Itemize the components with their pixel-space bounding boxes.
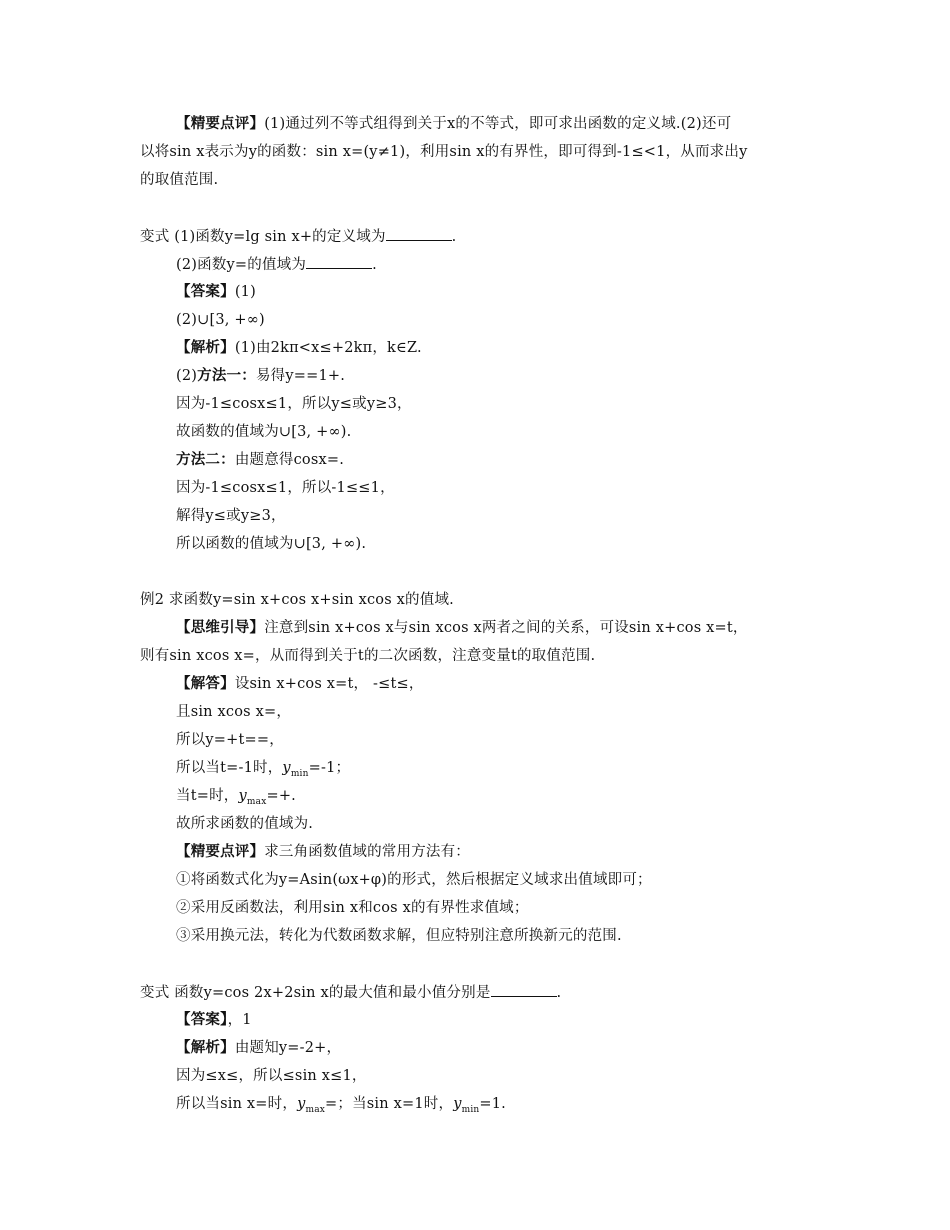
- answer-line-3: [176, 1010, 252, 1030]
- answer-line-2: (2)∪[3, +∞): [176, 312, 265, 328]
- section-heading: 【答案】: [176, 283, 235, 300]
- thinking-guide-line-1: [176, 618, 748, 638]
- method-list-item-2: ②采用反函数法，利用sin x和cos x的有界性求值域；: [176, 900, 529, 916]
- text: .: [556, 985, 562, 1001]
- text: (2)函数y=的值域为: [176, 257, 307, 273]
- section-heading: 【精要点评】: [176, 115, 265, 132]
- text: 当t=时，: [176, 788, 239, 804]
- section-heading: 【思维引导】: [176, 619, 265, 636]
- solution-line-extrema: 所以当sin x=时，$y_{max}=$；当sin x=1时，$y_{min}=1$.: [176, 1096, 506, 1115]
- solution-heading-line: [176, 674, 424, 694]
- answer-blank: [306, 254, 372, 269]
- text: =-1；: [308, 760, 351, 776]
- method-two-line: [176, 450, 344, 470]
- subscript: min: [461, 1104, 480, 1115]
- text: ，1: [227, 1012, 252, 1028]
- section-heading: 【答案】: [176, 1011, 228, 1028]
- text: 变式 函数y=cos 2x+2sin x的最大值和最小值分别是: [140, 985, 491, 1001]
- section-heading: 【精要点评】: [176, 843, 265, 860]
- method-heading: 方法二：: [176, 451, 235, 468]
- subscript: max: [246, 796, 267, 807]
- text: (1)由2kπ<x≤+2kπ，k∈Z.: [234, 340, 422, 356]
- answer-line-1: [176, 282, 256, 302]
- text: 易得y==1+.: [255, 368, 346, 384]
- method-one-line: [176, 366, 345, 386]
- subscript: max: [305, 1104, 326, 1115]
- text: =+.: [266, 788, 296, 804]
- text: 由题知y=-2+，: [234, 1040, 342, 1056]
- variant-question-3: [140, 982, 561, 1003]
- text: 所以当t=-1时，: [176, 760, 283, 776]
- solution-line: 所以y=+t==，: [176, 732, 284, 748]
- text: 注意到sin x+cos x与sin xcos x两者之间的关系，可设sin x+cos x=t，: [264, 620, 748, 636]
- section-heading: 【解答】: [176, 675, 235, 692]
- answer-blank: [491, 982, 557, 997]
- variant-question-1: [140, 226, 456, 247]
- solution-line: 解得y≤或y≥3，: [176, 508, 286, 524]
- subscript: min: [290, 768, 309, 779]
- method-list-item-1: ①将函数式化为y=Asin(ωx+φ)的形式，然后根据定义域求出值域即可；: [176, 872, 652, 888]
- variant-question-2: [176, 254, 377, 275]
- text: .: [451, 229, 457, 245]
- solution-line: 因为-1≤cosx≤1，所以y≤或y≥3，: [176, 396, 412, 412]
- method-heading: 方法一：: [197, 367, 256, 384]
- comment-heading-line: [176, 842, 470, 862]
- analysis-line-1: [176, 338, 422, 358]
- example-2-title: 例2 求函数y=sin x+cos x+sin xcos x的值域.: [140, 592, 454, 608]
- method-list-item-3: ③采用换元法，转化为代数函数求解，但应特别注意所换新元的范围.: [176, 928, 622, 944]
- solution-line: 且sin xcos x=，: [176, 704, 292, 720]
- comment-paragraph-line-2: 以将sin x表示为y的函数：sin x=(y≠1)，利用sin x的有界性，即可得到-1≤<1，从而求出y: [140, 144, 748, 160]
- solution-line: 故所求函数的值域为.: [176, 816, 314, 832]
- solution-line: 所以函数的值域为∪[3, +∞).: [176, 536, 367, 552]
- solution-line: 故函数的值域为∪[3, +∞).: [176, 424, 352, 440]
- thinking-guide-line-2: 则有sin xcos x=，从而得到关于t的二次函数，注意变量t的取值范围.: [140, 648, 596, 664]
- solution-line: 因为≤x≤，所以≤sin x≤1，: [176, 1068, 367, 1084]
- analysis-line-2: [176, 1038, 341, 1058]
- text: (1): [234, 284, 256, 300]
- text: 所以当sin x=时，: [176, 1096, 298, 1112]
- text: (2): [176, 368, 198, 384]
- solution-line-max: 当t=时，$y_{max}=+$.: [176, 788, 296, 807]
- text: 变式 (1)函数y=lg sin x+的定义域为: [140, 229, 386, 245]
- solution-line-min: 所以当t=-1时，$y_{min}=-1$；: [176, 760, 351, 779]
- answer-blank: [386, 226, 452, 241]
- text: .: [372, 257, 377, 273]
- solution-line: 因为-1≤cosx≤1，所以-1≤≤1，: [176, 480, 395, 496]
- text: =；当sin x=1时，: [325, 1096, 454, 1112]
- comment-paragraph-line-1: [176, 114, 731, 134]
- comment-paragraph-line-3: 的取值范围.: [140, 172, 219, 188]
- text: (1)通过列不等式组得到关于x的不等式，即可求出函数的定义域.(2)还可: [264, 116, 732, 132]
- text: 设sin x+cos x=t， -≤t≤，: [234, 676, 424, 692]
- section-heading: 【解析】: [176, 1039, 235, 1056]
- text: 由题意得cosx=.: [234, 452, 345, 468]
- section-heading: 【解析】: [176, 339, 235, 356]
- text: =1.: [479, 1096, 506, 1112]
- text: 求三角函数值域的常用方法有：: [264, 844, 471, 860]
